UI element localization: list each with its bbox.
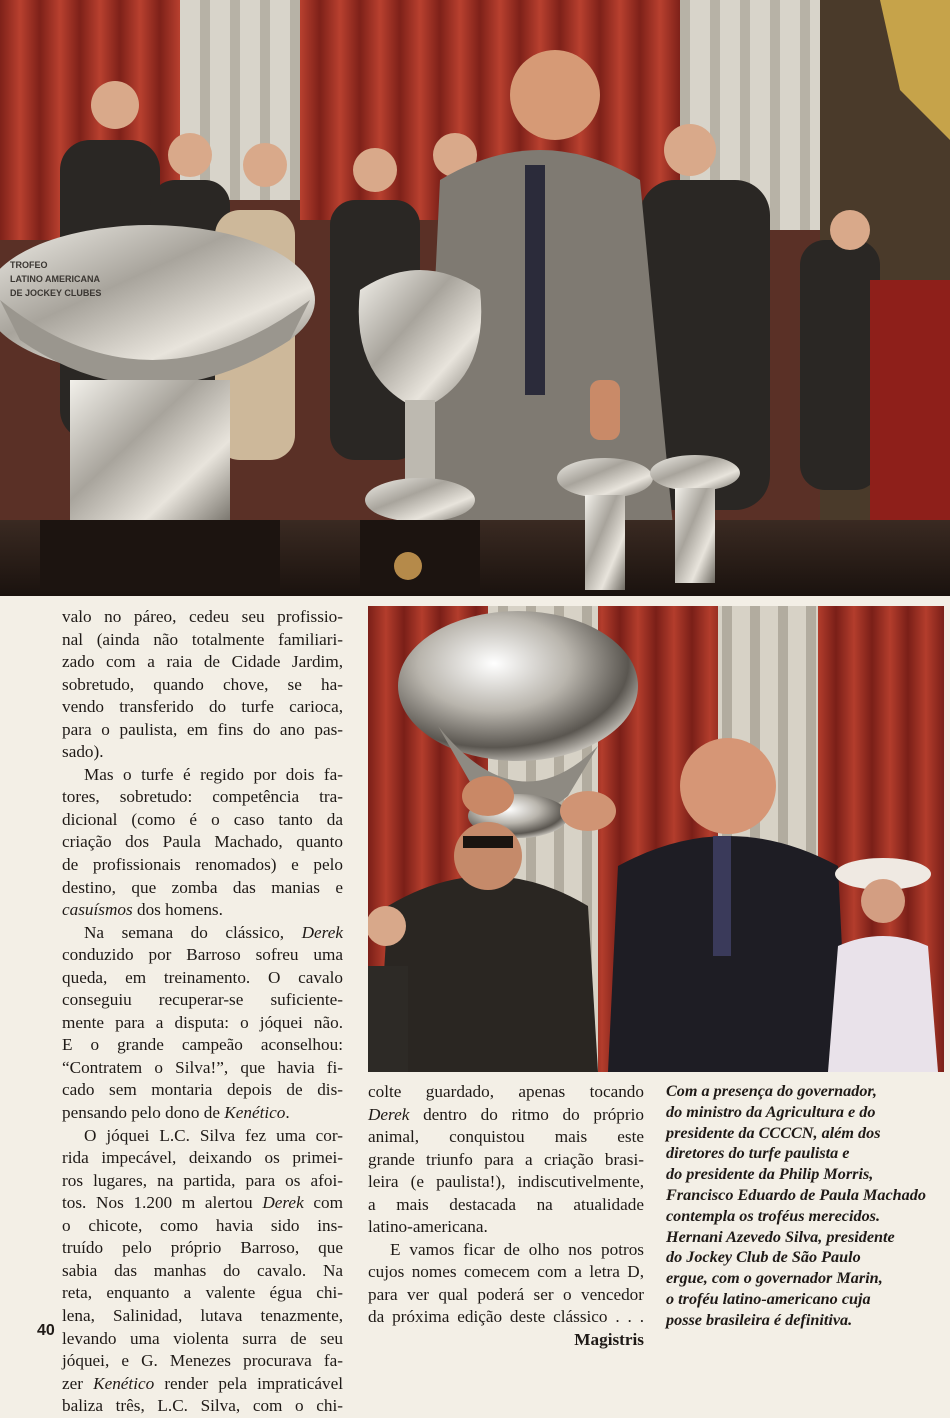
article-left-column [62,606,343,1418]
text-line: lena, Salinidad, lutava tenazmente, [62,1305,343,1325]
photo-caption [666,1081,944,1331]
text-line: Derek dentro do ritmo do próprio [368,1104,644,1124]
text-line: mente para a disputa: o jóquei não. [62,1012,343,1032]
text-line: sado). [62,742,104,762]
paragraph-3 [62,922,343,1125]
caption-line: Hernani Azevedo Silva, presidente [666,1227,895,1246]
caption-line: presidente da CCCCN, além dos [666,1123,881,1142]
text-line: grande triunfo para a criação brasi- [368,1149,644,1169]
text-line: colte guardado, apenas tocando [368,1082,644,1101]
caption-line: contempla os troféus merecidos. [666,1206,881,1225]
text-line: da próxima edição deste clássico . . . [368,1307,644,1327]
text-line: levando uma violenta surra de seu [62,1328,343,1348]
text-line: vendo transferido do turfe carioca, [62,697,343,717]
text-line: nal (ainda não totalmente familiari- [62,629,343,649]
trophy-ceremony-photo [0,0,950,596]
text-line: rida impecável, deixando os primei- [62,1148,343,1168]
author-signature: Magistris [574,1330,644,1350]
text-line: Na semana do clássico, Derek [84,922,343,942]
text-line: truído pelo próprio Barroso, que [62,1238,343,1258]
text-line: conduzido por Barroso sofreu uma [62,945,343,965]
text-line: cujos nomes comecem com a letra D, [368,1262,644,1282]
text-line: para o paulista, em fins do ano pas- [62,719,343,739]
trophy-engraving-line-1: TROFEO [10,260,48,270]
text-line: valo no páreo, cedeu seu profissio- [62,607,343,626]
text-line: a mais destacada na atualidade [368,1194,644,1214]
text-line: tores, sobretudo: competência tra- [62,787,343,807]
trophy-engraving-line-2: LATINO AMERICANA [10,274,100,284]
text-line: leira (e paulista!), indiscutivelmente, [368,1172,644,1192]
text-line: jóquei, e G. Menezes procurava fa- [62,1351,343,1371]
caption-line: o troféu latino-americano cuja [666,1289,871,1308]
text-line: de profissionais renomados) e pelo [62,855,343,875]
text-line: pensando pelo dono de Kenético. [62,1103,290,1123]
text-line: zado com a raia de Cidade Jardim, [62,652,343,672]
caption-line: do ministro da Agricultura e do [666,1102,876,1121]
text-line: E o grande campeão aconselhou: [62,1035,343,1055]
text-line: reta, enquanto a valente égua chi- [62,1283,343,1303]
paragraph-5 [368,1081,644,1239]
text-line: E vamos ficar de olho nos potros [390,1239,644,1259]
text-line: o chicote, como havia sido ins- [62,1215,343,1235]
paragraph-2 [62,764,343,922]
text-line: tos. Nos 1.200 m alertou Derek com [62,1193,344,1213]
text-line: casuísmos dos homens. [62,900,223,920]
text-line: criação dos Paula Machado, quanto [62,832,343,852]
caption-line: do presidente da Philip Morris, [666,1165,874,1184]
caption-line: do Jockey Club de São Paulo [666,1248,861,1267]
caption-line: Francisco Eduardo de Paula Machado [666,1185,926,1204]
text-line: sobretudo, quando chove, se ha- [62,674,343,694]
text-line: zer Kenético render pela impraticável [62,1373,343,1393]
text-line: conseguiu recuperar-se suficiente- [62,990,343,1010]
page-number: 40 [37,1322,55,1339]
text-line: cado sem montaria depois de dis- [62,1080,343,1100]
paragraph-4 [62,1125,343,1418]
paragraph-1 [62,606,343,764]
text-line: O jóquei L.C. Silva fez uma cor- [84,1125,343,1145]
text-line: baliza três, L.C. Silva, com o chi- [62,1396,343,1416]
caption-line: posse brasileira é definitiva. [666,1310,853,1329]
paragraph-6 [368,1239,644,1352]
text-line: sabia das manhas do cavalo. Na [62,1260,343,1280]
text-line: latino-americana. [368,1217,488,1237]
text-line: animal, conquistou mais este [368,1127,644,1147]
article-middle-column [368,1081,644,1352]
text-line: “Contratem o Silva!”, que havia fi- [62,1057,343,1077]
trophy-engraving-line-3: DE JOCKEY CLUBES [10,288,102,298]
trophy-raised-photo [368,606,944,1072]
text-line: dicional (como é o caso tanto da [62,809,343,829]
text-line: Mas o turfe é regido por dois fa- [84,764,343,784]
text-line: ros lugares, na partida, para os afoi- [62,1170,343,1190]
caption-line: Com a presença do governador, [666,1082,877,1100]
caption-line: ergue, com o governador Marin, [666,1269,883,1288]
text-line: destino, que zomba das manias e [62,877,343,897]
caption-line: diretores do turfe paulista e [666,1144,850,1163]
text-line: queda, em treinamento. O cavalo [62,967,343,987]
text-line: para ver qual poderá ser o vencedor [368,1284,644,1304]
